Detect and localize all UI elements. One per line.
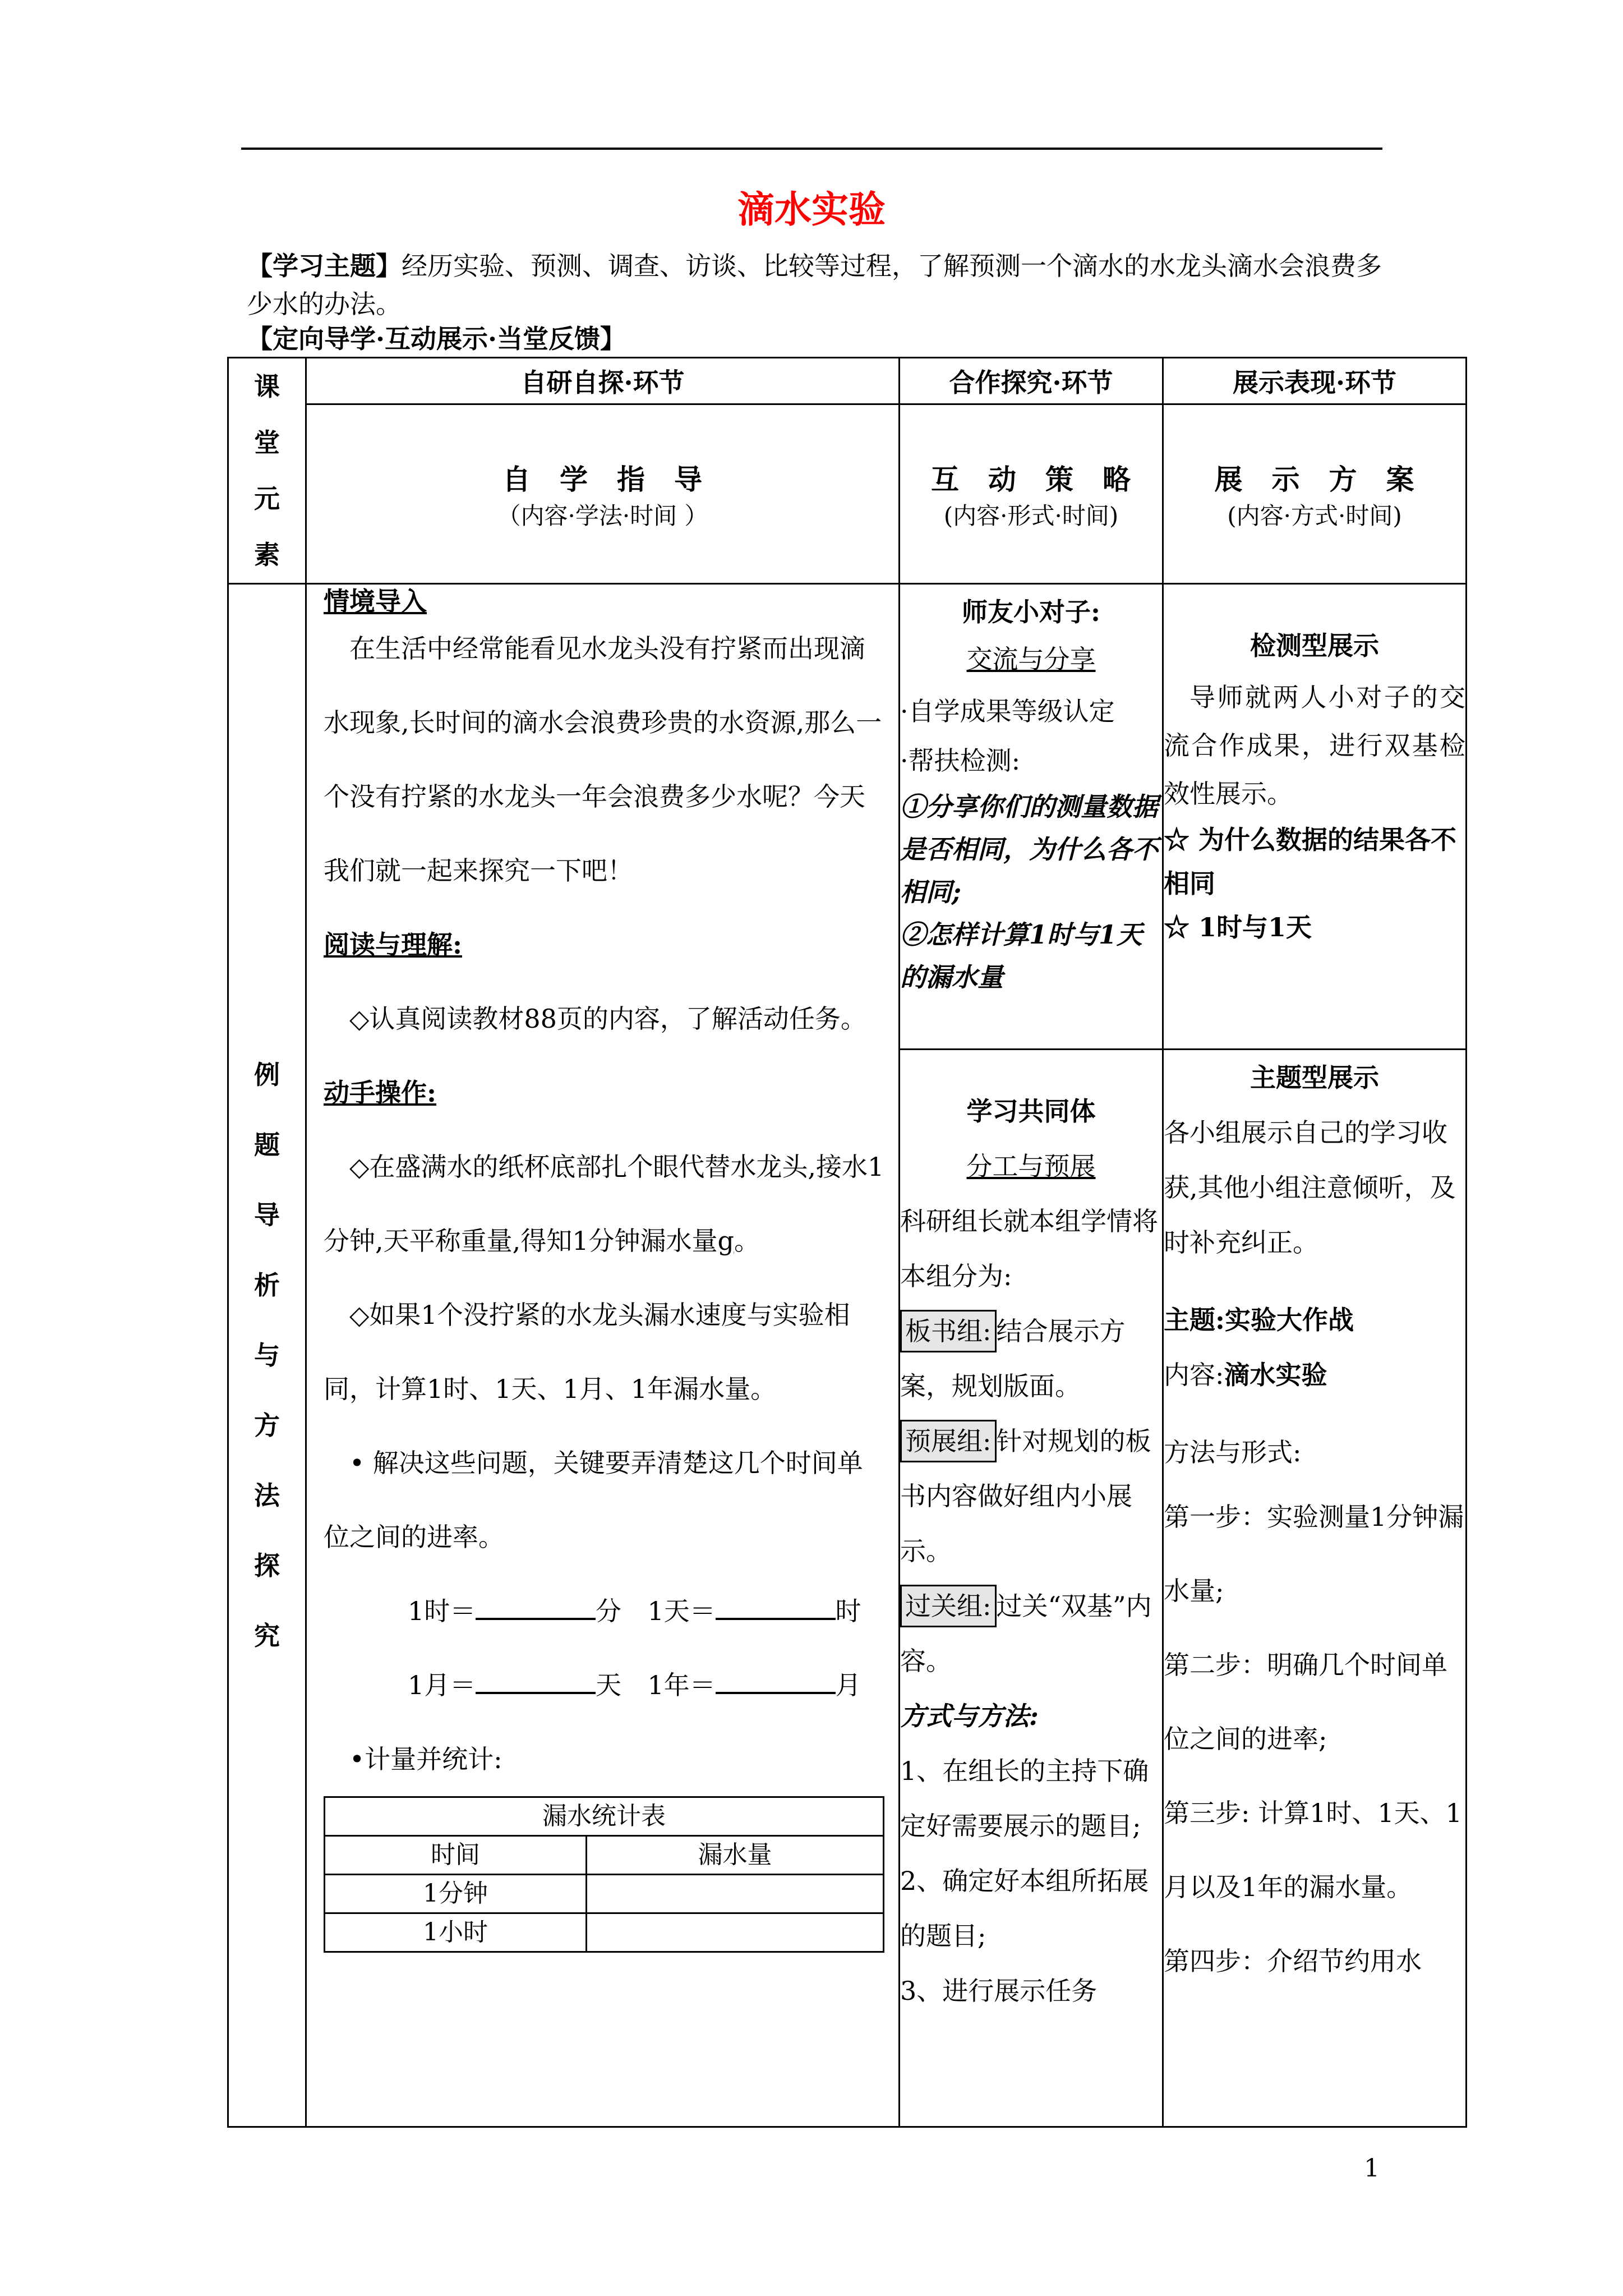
lesson-table	[227, 357, 1467, 2128]
header-self-study: 自研自探·环节	[306, 358, 900, 404]
calc-text: ◇如果1个没拧紧的水龙头漏水速度与实验相同，计算1时、1天、1月、1年漏水量。	[324, 1300, 850, 1404]
situation-heading: 情境导入	[324, 586, 427, 616]
reading-text: ◇认真阅读教材88页的内容，了解活动任务。	[349, 1004, 866, 1034]
hands-on-heading: 动手操作:	[324, 1078, 436, 1108]
classroom-elements-cell: 课 堂 元 素	[228, 358, 306, 584]
situation-text: 在生活中经常能看见水龙头没有拧紧而出现滴水现象,长时间的滴水会浪费珍贵的水资源,那么一个没有拧紧的水龙头一年会浪费多少水呢？今天我们就一起来探究一下吧！	[324, 633, 882, 886]
answer-blank[interactable]	[476, 1595, 596, 1620]
stat-row-label: 1小时	[325, 1913, 587, 1952]
rate-row-1: 1时＝ 分 1天＝ 时	[408, 1596, 861, 1626]
pair-section: 师友小对子: 交流与分享 ·自学成果等级认定 ·帮扶检测: ①分享你们的测量数据是否相同，为什么各不相同; ②怎样计算1时与1天的漏水量	[900, 584, 1163, 1050]
stat-row-value[interactable]	[587, 1875, 884, 1913]
header-cooperation: 合作探究·环节	[900, 358, 1163, 404]
leak-stat-table	[324, 1796, 884, 1953]
page-number: 1	[1364, 2154, 1380, 2183]
page-title: 滴水实验	[737, 187, 886, 231]
guide-heading: 【定向导学·互动展示·当堂反馈】	[247, 324, 626, 354]
subheader-display-plan: 展 示 方 案 (内容·方式·时间)	[1163, 404, 1467, 584]
hands-on-text: ◇在盛满水的纸杯底部扎个眼代替水龙头,接水1分钟,天平称重量,得知1分钟漏水量g。	[324, 1152, 884, 1256]
learning-theme	[247, 247, 1391, 323]
role-box: 预展组:	[900, 1420, 997, 1462]
subheader-self-guide: 自 学 指 导 （内容·学法·时间 ）	[306, 404, 900, 584]
header-rule	[241, 148, 1382, 150]
answer-blank[interactable]	[716, 1669, 836, 1694]
key-text: • 解决这些问题，关键要弄清楚这几个时间单位之间的进率。	[324, 1448, 863, 1552]
reading-heading: 阅读与理解:	[324, 930, 462, 960]
stat-heading: •计量并统计:	[349, 1744, 502, 1774]
role-box: 板书组:	[900, 1310, 997, 1352]
header-presentation: 展示表现·环节	[1163, 358, 1467, 404]
theme-text: 经历实验、预测、调查、访谈、比较等过程，了解预测一个滴水的水龙头滴水会浪费多少水的办法。	[247, 251, 1382, 319]
stat-col-leak: 漏水量	[587, 1836, 884, 1875]
test-display-section: 检测型展示 导师就两人小对子的交流合作成果，进行双基检效性展示。 ☆ 为什么数据的结果各不相同 ☆ 1时与1天	[1163, 584, 1467, 1050]
stat-row-value[interactable]	[587, 1913, 884, 1952]
theme-label: 【学习主题】	[247, 251, 402, 281]
role-box: 过关组:	[900, 1585, 997, 1627]
example-analysis-cell: 例 题 导 析 与 方 法 探 究	[228, 584, 306, 2127]
stat-col-time: 时间	[325, 1836, 587, 1875]
stat-table-caption: 漏水统计表	[325, 1797, 884, 1836]
subheader-interaction: 互 动 策 略 (内容·形式·时间)	[900, 404, 1163, 584]
answer-blank[interactable]	[716, 1595, 836, 1620]
theme-display-section: 主题型展示 各小组展示自己的学习收获,其他小组注意倾听，及时补充纠正。 主题:实验大作战 内容:滴水实验 方法与形式: 第一步：实验测量1分钟漏水量; 第二步：明确几个时间单位之间的进率; 第三步: 计算1时、1天、1月以及1年的漏水量。 第四步：介绍节约用水	[1163, 1050, 1467, 2127]
group-section: 学习共同体 分工与预展 科研组长就本组学情将本组分为: 板书组: 结合展示方案，规划版面。 预展组: 针对规划的板书内容做好组内小展示。 过关组: 过关“双基”内容。 方式与方法: 1、在组长的主持下确定好需要展示的题目; 2、确定好本组所拓展的题目; 3、进行展示任务	[900, 1050, 1163, 2127]
self-study-content	[306, 584, 900, 2127]
stat-row-label: 1分钟	[325, 1875, 587, 1913]
answer-blank[interactable]	[476, 1669, 596, 1694]
rate-row-2: 1月＝ 天 1年＝ 月	[408, 1670, 861, 1700]
